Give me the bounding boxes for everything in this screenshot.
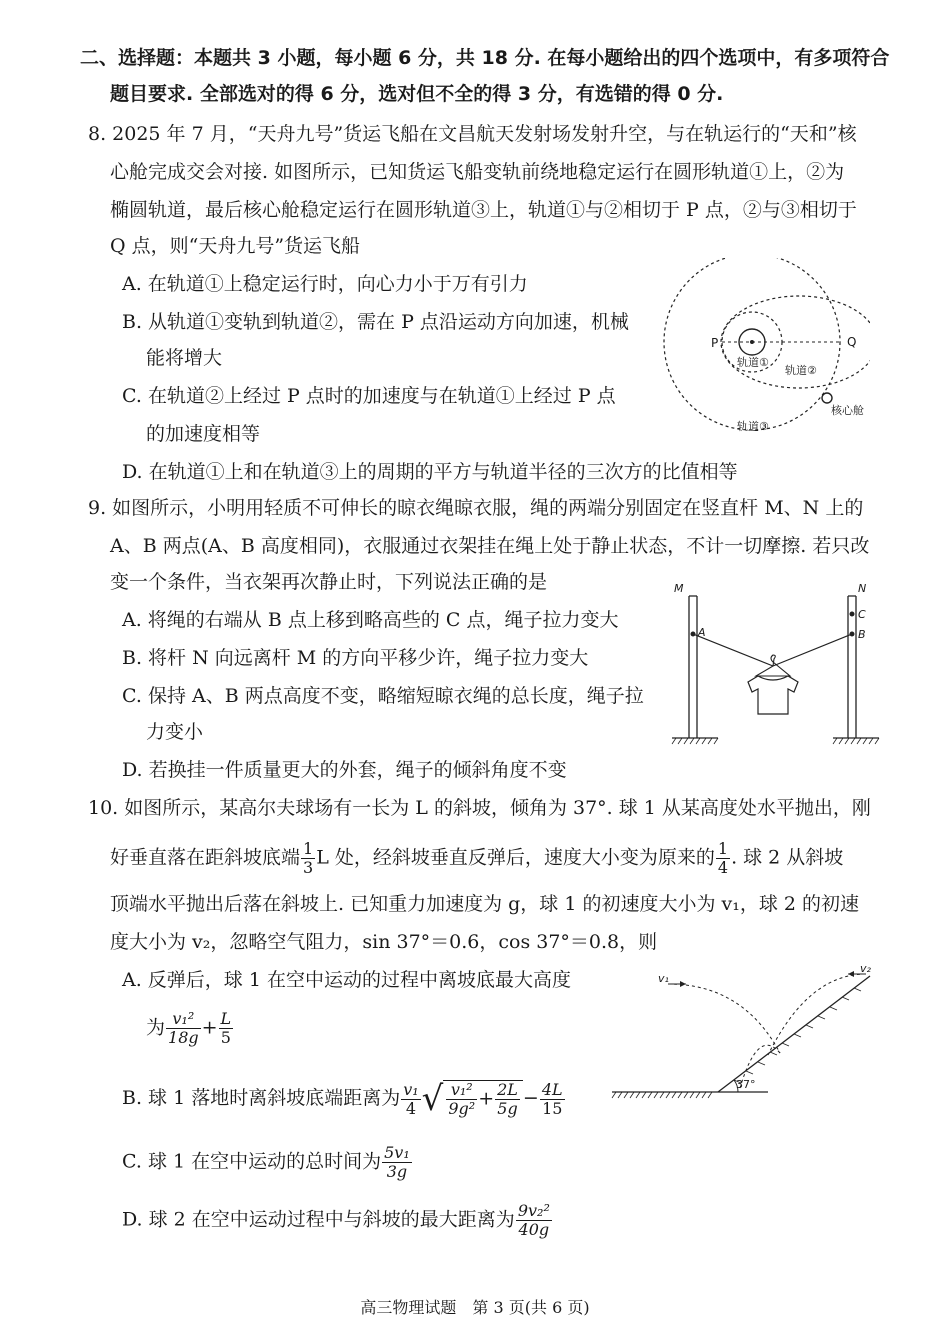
q10-stem-line1: 10. 如图所示，某高尔夫球场有一长为 L 的斜坡，倾角为 37°. 球 1 从某高度处水平抛出，刚 (88, 797, 871, 819)
q8-option-c-line2: 的加速度相等 (146, 423, 261, 445)
ball1-trajectory (668, 984, 780, 1053)
pole-n (848, 596, 856, 738)
q10-stem-line3: 顶端水平抛出后落在斜坡上. 已知重力加速度为 g，球 1 的初速度大小为 v₁，球 2 的初速 (110, 893, 860, 915)
q8-option-b-line2: 能将增大 (146, 347, 223, 369)
q8-stem-line1: 8. 2025 年 7 月，“天舟九号”货运飞船在文昌航天发射场发射升空，与在轨运行的“天和”核 (88, 123, 857, 145)
page-footer: 高三物理试题 第 3 页(共 6 页) (360, 1298, 590, 1317)
q8-option-d: D. 在轨道①上和在轨道③上的周期的平方与轨道半径的三次方的比值相等 (122, 461, 738, 483)
rope-right (773, 634, 852, 666)
q10-option-c: C. 球 1 在空中运动的总时间为 $\frac{\text{5v₁}}{3g}$ (122, 1143, 410, 1181)
q10-a-frac2: $\frac{L}{5}$ (220, 1009, 232, 1047)
q9-stem-line1: 9. 如图所示，小明用轻质不可伸长的晾衣绳晾衣服，绳的两端分别固定在竖直杆 M、N 上的 (88, 497, 864, 519)
label-orbit2: 轨道② (785, 364, 817, 377)
q10-option-a-line2: 为 $\frac{\text{v₁²}}{18g}$ + $\frac{L}{5}$ (146, 1009, 232, 1047)
q9-stem-line2: A、B 两点(A、B 高度相同)，衣服通过衣架挂在绳上处于静止状态，不计一切摩擦. 若只改 (110, 535, 870, 557)
q9-option-a: A. 将绳的右端从 B 点上移到略高些的 C 点，绳子拉力变大 (122, 609, 619, 631)
label-orbit1: 轨道① (737, 356, 769, 369)
q10-c-frac: $\frac{\text{5v₁}}{3g}$ (384, 1143, 410, 1181)
q8-orbit-figure (655, 258, 870, 443)
point-c (850, 612, 855, 617)
v2-arrowhead (848, 971, 854, 977)
q10-b-frac3: $\frac{4L}{15}$ (541, 1079, 563, 1118)
section-heading-line1: 二、选择题：本题共 3 小题，每小题 6 分，共 18 分. 在每小题给出的四个选项中，有多项符合 (80, 47, 890, 69)
point-a (691, 632, 696, 637)
q10-frac-one-third: $\frac{1}{3}$ (303, 839, 314, 877)
q9-option-c-line1: C. 保持 A、B 两点高度不变，略缩短晾衣绳的总长度，绳子拉 (122, 685, 644, 707)
q10-stem-2c: . 球 2 从斜坡 (731, 846, 844, 869)
q9-option-d: D. 若换挂一件质量更大的外套，绳子的倾斜角度不变 (122, 759, 567, 781)
pole-m (689, 596, 697, 738)
q10-b-radicand: $\frac{\text{v₁²}}{\text{9g²}}$ + $\frac{2L}{5g}$ (443, 1080, 523, 1118)
q8-stem-line2: 心舱完成交会对接. 如图所示，已知货运飞船变轨前绕地稳定运行在圆形轨道①上，②为 (110, 161, 845, 183)
sqrt-symbol: √ (421, 1079, 444, 1119)
q10-frac-one-quarter: $\frac{1}{4}$ (717, 839, 729, 877)
q8-stem-line3: 椭圆轨道，最后核心舱稳定运行在圆形轨道③上，轨道①与②相切于 P 点，②与③相切于 (110, 199, 857, 221)
q10-option-a-line1: A. 反弹后，球 1 在空中运动的过程中离坡底最大高度 (122, 969, 571, 991)
q10-slope-figure (608, 962, 883, 1102)
label-b: B (858, 628, 866, 641)
q9-option-b: B. 将杆 N 向远离杆 M 的方向平移少许，绳子拉力变大 (122, 647, 589, 669)
q8-option-b-line1: B. 从轨道①变轨到轨道②，需在 P 点沿运动方向加速，机械 (122, 311, 629, 333)
q10-stem-2b: L 处，经斜坡垂直反弹后，速度大小变为原来的 (316, 846, 715, 869)
label-v1: v₁ (658, 972, 669, 985)
point-b (850, 632, 855, 637)
label-core-module: 核心舱 (831, 404, 864, 417)
hanger (756, 655, 790, 676)
q9-clothesline-figure (668, 578, 883, 746)
shirt (748, 676, 798, 714)
label-m: M (674, 582, 684, 595)
q8-stem-line4: Q 点，则“天舟九号”货运飞船 (110, 235, 361, 257)
label-angle: 37° (736, 1078, 756, 1091)
label-q: Q (847, 335, 857, 349)
q9-stem-line3: 变一个条件，当衣架再次静止时，下列说法正确的是 (110, 571, 548, 593)
label-c: C (858, 608, 866, 621)
q10-d-frac: $\frac{\text{9v₂²}}{40g}$ (517, 1201, 550, 1239)
q10-b-frac1: $\frac{\text{v₁}}{4}$ (403, 1079, 419, 1118)
label-n: N (858, 582, 867, 595)
section-heading-line2: 题目要求. 全部选对的得 6 分，选对但不全的得 3 分，有选错的得 0 分. (110, 83, 724, 105)
label-orbit3: 轨道③ (737, 420, 769, 433)
q10-stem-line2 (110, 840, 843, 877)
label-p: P (711, 336, 719, 350)
q10-option-b: B. 球 1 落地时离斜坡底端距离为 $\frac{\text{v₁}}{4}$ √ $\frac{\text{v₁²}}{\text{9g²}}$ + $\frac{2L}{5g}$ − $\frac{4L}{15}$ (122, 1079, 563, 1119)
q10-a-frac1: $\frac{\text{v₁²}}{18g}$ (168, 1009, 199, 1047)
q8-option-a: A. 在轨道①上稳定运行时，向心力小于万有引力 (122, 273, 528, 295)
q9-option-c-line2: 力变小 (146, 721, 204, 743)
v1-arrowhead (680, 981, 686, 987)
label-a: A (698, 626, 706, 639)
label-v2: v₂ (860, 962, 871, 975)
core-module-marker (822, 393, 832, 403)
q10-stem-2a: 好垂直落在距斜坡底端 (110, 846, 301, 869)
q10-option-d: D. 球 2 在空中运动过程中与斜坡的最大距离为 $\frac{\text{9v₂²}}{40g}$ (122, 1201, 550, 1239)
q8-option-c-line1: C. 在轨道②上经过 P 点时的加速度与在轨道①上经过 P 点 (122, 385, 616, 407)
q10-stem-line4: 度大小为 v₂，忽略空气阻力，sin 37°＝0.6，cos 37°＝0.8，则 (110, 931, 658, 953)
